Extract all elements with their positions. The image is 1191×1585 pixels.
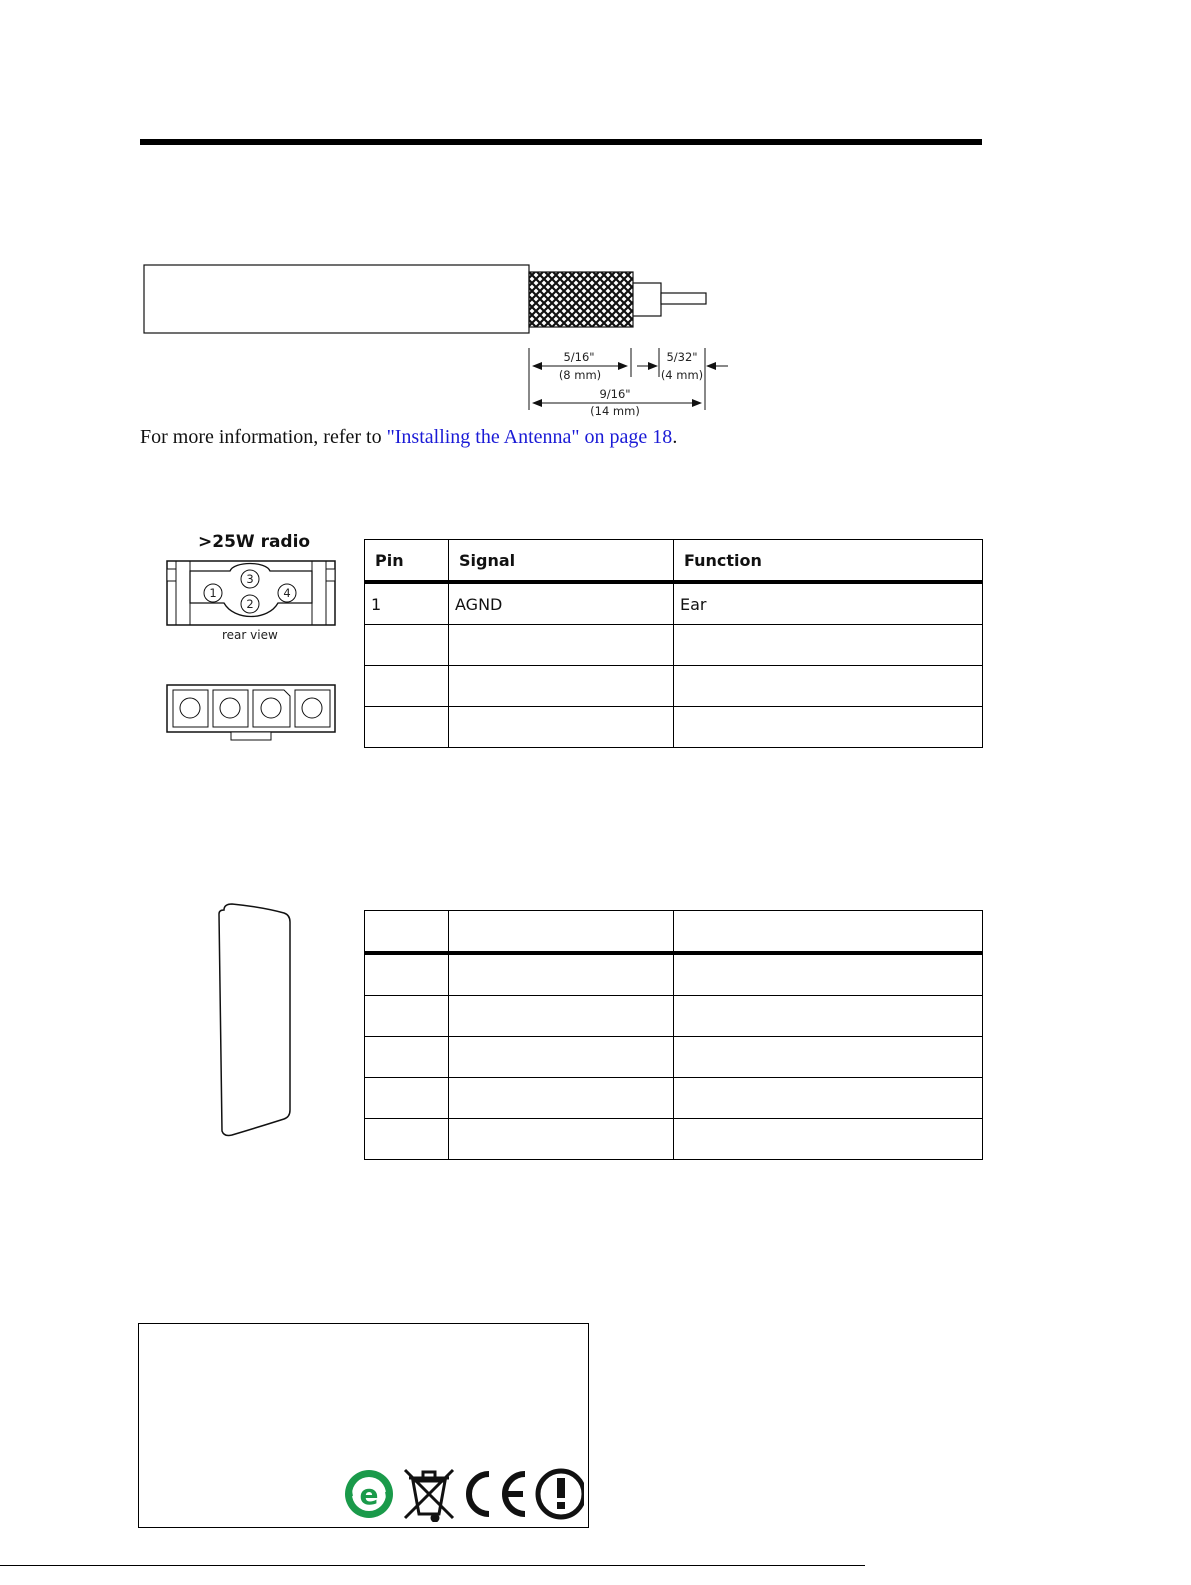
- cell-function: [674, 625, 983, 666]
- cell-signal: [449, 625, 674, 666]
- ce-mark-icon: [469, 1474, 525, 1514]
- cell: [449, 996, 674, 1037]
- coax-strip-diagram: [0, 255, 760, 425]
- pin-label-2: 2: [246, 597, 254, 611]
- cell: [365, 953, 449, 996]
- table-row: [365, 666, 983, 707]
- table-row: [365, 1078, 983, 1119]
- power-pin-table: [364, 539, 983, 748]
- china-rohs-icon: [345, 1470, 393, 1518]
- table-row: [365, 953, 983, 996]
- cell-function: Ear: [674, 582, 983, 625]
- table-row: [365, 1037, 983, 1078]
- pin-label-4: 4: [283, 586, 291, 600]
- power-connector-diagram: [160, 555, 345, 745]
- table-row: [365, 582, 983, 625]
- cell-pin: [365, 666, 449, 707]
- dim-total-mm: (14 mm): [590, 404, 640, 418]
- table-row: [365, 1119, 983, 1160]
- cell-signal: AGND: [449, 582, 674, 625]
- pin-label-1: 1: [209, 586, 217, 600]
- col-1-header: [365, 911, 449, 954]
- dim-a-label: 5/16": [563, 350, 595, 364]
- info-prefix: For more information, refer to: [140, 426, 387, 448]
- dim-total-label: 9/16": [599, 387, 631, 401]
- top-rule: [140, 139, 982, 145]
- col-pin-header: Pin: [365, 540, 449, 583]
- weee-bin-icon: [405, 1470, 453, 1521]
- installing-antenna-link[interactable]: "Installing the Antenna" on page 18: [386, 426, 673, 448]
- col-2-header: [449, 911, 674, 954]
- connector-title: >25W radio: [198, 532, 311, 552]
- table-row: [365, 625, 983, 666]
- cable-conductor: [661, 293, 706, 304]
- cell: [365, 1119, 449, 1160]
- cell: [449, 1037, 674, 1078]
- cell: [674, 996, 983, 1037]
- rear-view-label: rear view: [222, 628, 278, 642]
- compliance-icons: [339, 1466, 584, 1522]
- cell: [449, 953, 674, 996]
- table-row: [365, 996, 983, 1037]
- col-function-header: Function: [674, 540, 983, 583]
- dim-b-label: 5/32": [666, 350, 698, 364]
- table-header-row: [365, 540, 983, 583]
- cable-jacket: [144, 265, 529, 333]
- cell-function: [674, 707, 983, 748]
- info-suffix: .: [672, 426, 678, 448]
- dim-a-mm: (8 mm): [558, 368, 602, 382]
- svg-text:e: e: [359, 1478, 379, 1511]
- cell-pin: [365, 625, 449, 666]
- col-3-header: [674, 911, 983, 954]
- dsub-connector-diagram: [210, 898, 300, 1143]
- cable-braid: [529, 272, 633, 327]
- pin-label-3: 3: [246, 572, 254, 586]
- info-sentence: [140, 426, 677, 449]
- col-signal-header: Signal: [449, 540, 674, 583]
- cell-signal: [449, 666, 674, 707]
- cable-dielectric: [633, 283, 661, 316]
- cell-signal: [449, 707, 674, 748]
- cell: [674, 953, 983, 996]
- cell-pin: 1: [365, 582, 449, 625]
- compliance-label-box: [138, 1323, 589, 1528]
- cell: [449, 1119, 674, 1160]
- cell: [365, 996, 449, 1037]
- cell: [365, 1078, 449, 1119]
- cell: [674, 1037, 983, 1078]
- cell: [674, 1119, 983, 1160]
- footer-line: [0, 1565, 865, 1566]
- cell: [365, 1037, 449, 1078]
- dsub-pin-table: [364, 910, 983, 1160]
- table-row: [365, 707, 983, 748]
- cell-pin: [365, 707, 449, 748]
- dim-b-mm: (4 mm): [660, 368, 704, 382]
- cell-function: [674, 666, 983, 707]
- cell: [674, 1078, 983, 1119]
- alert-icon: [538, 1471, 584, 1517]
- table-header-row: [365, 911, 983, 954]
- cell: [449, 1078, 674, 1119]
